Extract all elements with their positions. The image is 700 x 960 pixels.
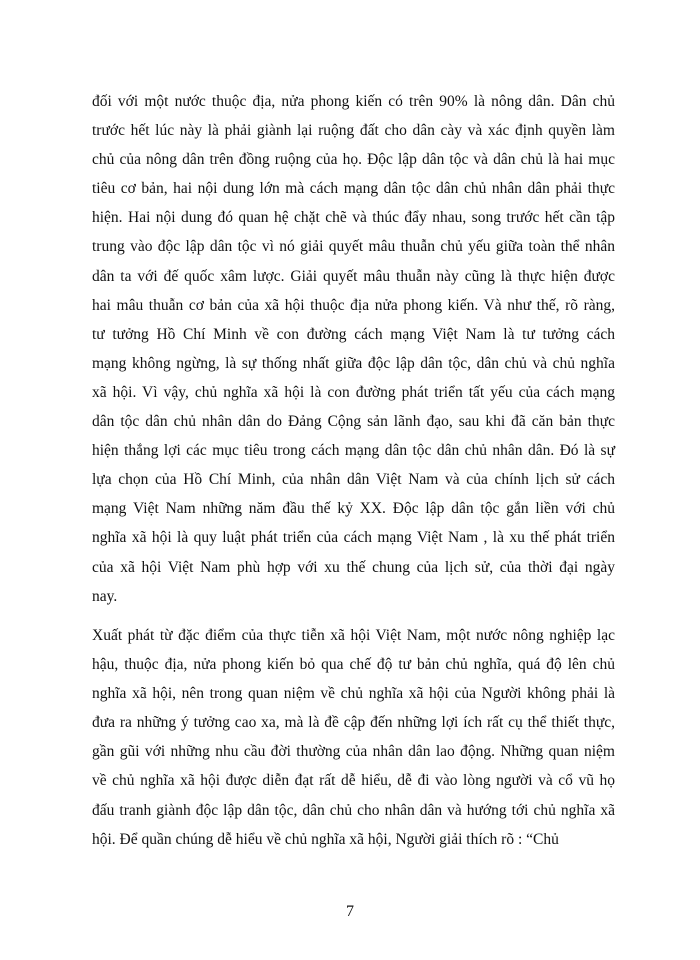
- text-line: tư tưởng Hồ Chí Minh về con đường cách mạng Việt Nam là tư tưởng cách: [92, 325, 615, 343]
- text-line: mạng Việt Nam những năm đầu thế kỷ XX. Độc lập dân tộc gắn liền với chủ: [92, 500, 615, 518]
- text-line: trung vào độc lập dân tộc vì nó giải quyết mâu thuẫn chủ yếu giữa toàn thể nhân: [92, 238, 615, 256]
- text-line: Xuất phát từ đặc điểm của thực tiễn xã hội Việt Nam, một nước nông nghiệp lạc: [92, 627, 615, 644]
- paragraph-2: [92, 621, 615, 854]
- text-line: chủ của nông dân trên đồng ruộng của họ. Độc lập dân tộc và dân chủ là hai mục: [92, 151, 615, 169]
- text-line: trước hết lúc này là phải giành lại ruộng đất cho dân cày và xác định quyền làm: [92, 122, 615, 140]
- text-line: nay.: [92, 587, 118, 605]
- text-line: mạng không ngừng, là sự thống nhất giữa độc lập dân tộc, dân chủ và chủ nghĩa: [92, 354, 615, 372]
- text-line: hai mâu thuẫn cơ bản của xã hội thuộc địa nửa phong kiến. Và như thế, rõ ràng,: [92, 296, 615, 314]
- text-line: đối với một nước thuộc địa, nửa phong kiến có trên 90% là nông dân. Dân chủ: [92, 93, 615, 110]
- text-line: nghĩa xã hội là quy luật phát triển của cách mạng Việt Nam , là xu thế phát triển: [92, 529, 615, 547]
- text-line: lựa chọn của Hồ Chí Minh, của nhân dân Việt Nam và của chính lịch sử cách: [92, 471, 615, 489]
- page-number: 7: [346, 903, 354, 920]
- text-line: nghĩa xã hội, nên trong quan niệm về chủ nghĩa xã hội của Người không phải là: [92, 685, 615, 703]
- text-line: gần gũi với những nhu cầu đời thường của nhân dân lao động. Những quan niệm: [92, 743, 615, 761]
- text-line: đưa ra những ý tưởng cao xa, mà là đề cập đến những lợi ích rất cụ thể thiết thực,: [92, 714, 615, 732]
- text-line: của xã hội Việt Nam phù hợp với xu thế chung của lịch sử, của thời đại ngày: [92, 558, 615, 576]
- text-line: tiêu cơ bản, hai nội dung lớn mà cách mạng dân tộc dân chủ nhân dân phải thực: [92, 180, 615, 198]
- paragraph-1: [92, 87, 615, 611]
- text-line: hiện. Hai nội dung đó quan hệ chặt chẽ và thúc đẩy nhau, song trước hết cần tập: [92, 209, 615, 227]
- text-line: hội. Để quần chúng dễ hiểu về chủ nghĩa xã hội, Người giải thích rõ : “Chủ: [92, 830, 559, 848]
- text-line: về chủ nghĩa xã hội được diễn đạt rất dễ hiểu, dễ đi vào lòng người và cổ vũ họ: [92, 772, 615, 790]
- text-line: đấu tranh giành độc lập dân tộc, dân chủ cho nhân dân và hướng tới chủ nghĩa xã: [92, 801, 615, 819]
- text-line: hiện thắng lợi các mục tiêu trong cách mạng dân tộc dân chủ nhân dân. Đó là sự: [92, 442, 615, 460]
- text-line: hậu, thuộc địa, nửa phong kiến bỏ qua chế độ tư bản chủ nghĩa, quá độ lên chủ: [92, 656, 615, 674]
- text-line: dân ta với đế quốc xâm lược. Giải quyết mâu thuẫn này cũng là thực hiện được: [92, 267, 615, 285]
- text-line: xã hội. Vì vậy, chủ nghĩa xã hội là con đường phát triển tất yếu của cách mạng: [92, 383, 615, 401]
- text-line: dân tộc dân chủ nhân dân do Đảng Cộng sản lãnh đạo, sau khi đã căn bản thực: [92, 413, 615, 431]
